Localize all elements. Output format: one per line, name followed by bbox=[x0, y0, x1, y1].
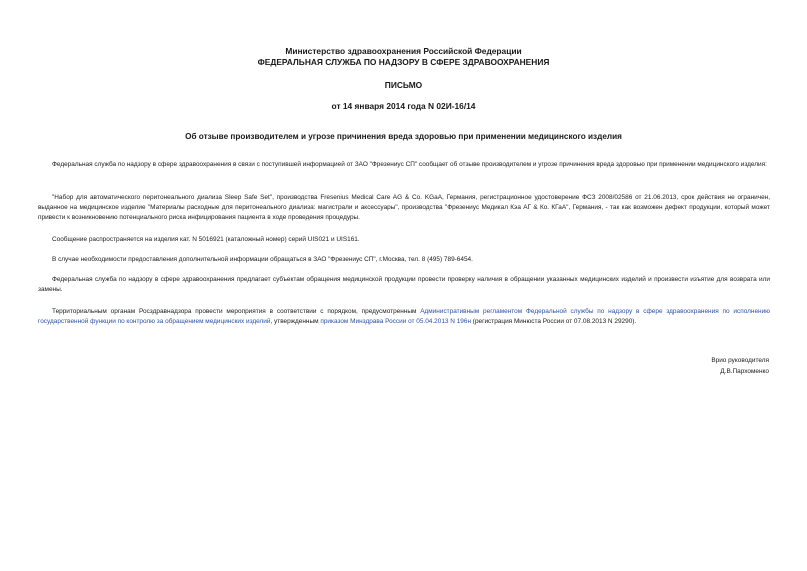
instructions-text-2: , утвержденным bbox=[270, 318, 321, 325]
ministry-name: Министерство здравоохранения Российской Федерации bbox=[285, 46, 522, 56]
signatory-name: Д.В.Пархоменко bbox=[720, 368, 769, 375]
document-subject: Об отзыве производителем и угрозе причинения вреда здоровью при применении медицинского изделия bbox=[185, 132, 622, 141]
paragraph-intro: Федеральная служба по надзору в сфере здравоохранения в связи с поступившей информацией от ЗАО "Фрезениус СП" сообщает об отзыве производителем и угрозе причинения вреда здоровью при применении медицинского изделия: bbox=[52, 161, 767, 168]
order-link[interactable]: приказом Минздрава России от 05.04.2013 N 196н bbox=[320, 318, 472, 325]
paragraph-product: "Набор для автоматического перитонеального диализа Sleep Safe Set", производства Fresenius Medical Care AG & Co. KGaA, Германия, регистрационное удостоверение ФСЗ 2008/02586 от 21.06.2013, срок действия не ограничен, выданное на медицинское изделие "Материалы расходные для перитонеального диализа: магистрали и аксессуары", производства "Фрезениус Медикал Кэа АГ & Ко. КГаА", Германия, - так как возможен дефект продукции, который может привести к возникновению потенциального риска инфицирования пациента в ходе проведения процедуры. bbox=[38, 194, 770, 221]
signatory-position: Врио руководителя bbox=[711, 357, 769, 364]
paragraph-contact: В случае необходимости предоставления дополнительной информации обращаться в ЗАО "Фрезениус СП", г.Москва, тел. 8 (495) 789-6454. bbox=[52, 256, 473, 263]
regulation-link[interactable]: Административным регламентом Федеральной службы по надзору в сфере здравоохранения по исполнению государственной функции по контролю за обращением медицинских изделий bbox=[38, 308, 770, 325]
instructions-text-1: Территориальным органам Росздравнадзора провести мероприятия в соответствии с порядком, предусмотренным bbox=[52, 308, 421, 315]
document-date-number: от 14 января 2014 года N 02И-16/14 bbox=[331, 101, 476, 111]
document-type: ПИСЬМО bbox=[384, 80, 423, 90]
instructions-text-3: (регистрация Минюста России от 07.08.2013 N 29290). bbox=[471, 318, 637, 325]
paragraph-proposal: Федеральная служба по надзору в сфере здравоохранения предлагает субъектам обращения медицинской продукции провести проверку наличия в обращении указанных медицинских изделий и произвести изъятие для возврата или замены. bbox=[38, 276, 770, 293]
paragraph-catalog: Сообщение распространяется на изделия кат. N 5016921 (каталожный номер) серий UIS021 и UIS161. bbox=[52, 236, 360, 243]
paragraph-instructions bbox=[38, 307, 770, 327]
service-name: ФЕДЕРАЛЬНАЯ СЛУЖБА ПО НАДЗОРУ В СФЕРЕ ЗДРАВООХРАНЕНИЯ bbox=[257, 57, 550, 67]
